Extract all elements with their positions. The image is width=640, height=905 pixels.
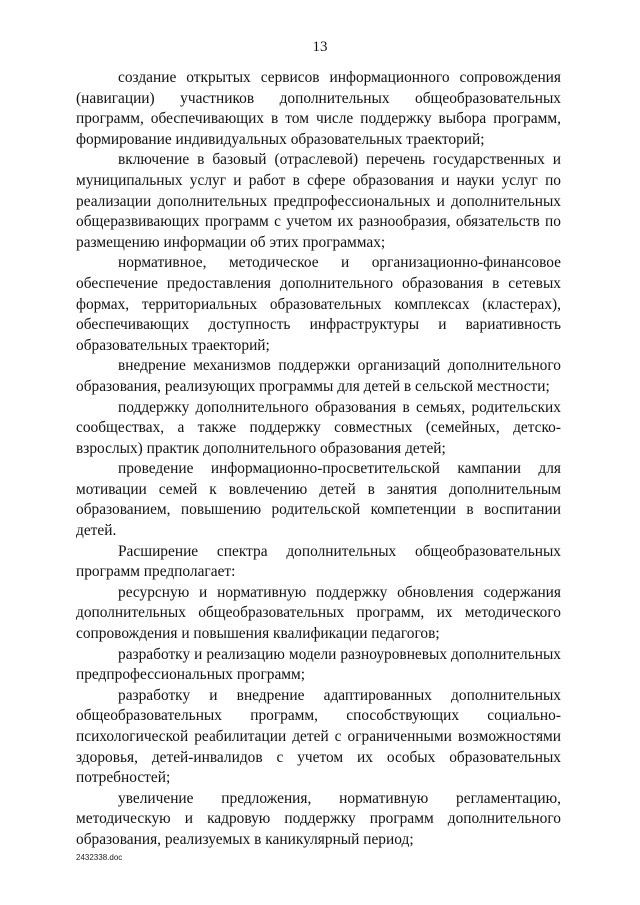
- document-body: [76, 68, 561, 851]
- paragraph: создание открытых сервисов информационного сопровождения (навигации) участников дополнительных общеобразовательных программ, обеспечивающих в том числе поддержку выбора программ, формирование индивидуальных образовательных траекторий;: [76, 69, 561, 148]
- paragraph: увеличение предложения, нормативную регламентацию, методическую и кадровую поддержку программ дополнительного образования, реализуемых в каникулярный период;: [76, 789, 561, 848]
- paragraph: проведение информационно-просветительской кампании для мотивации семей к вовлечению детей в занятия дополнительным образованием, повышению родительской компетенции в воспитании детей.: [76, 460, 561, 540]
- paragraph: поддержку дополнительного образования в семьях, родительских сообществах, а также поддержку совместных (семейных, детско-взрослых) практик дополнительного образования детей;: [76, 398, 561, 457]
- paragraph: разработку и реализацию модели разноуровневых дополнительных предпрофессиональных программ;: [76, 645, 561, 684]
- page-number: 13: [312, 39, 328, 55]
- paragraph: ресурсную и нормативную поддержку обновления содержания дополнительных общеобразовательных программ, их методического сопровождения и повышения квалификации педагогов;: [76, 583, 561, 643]
- paragraph: разработку и внедрение адаптированных дополнительных общеобразовательных программ, способствующих социально-психологической реабилитации детей с ограниченными возможностями здоровья, детей-инвалидов с учетом их особых образовательных потребностей;: [76, 686, 561, 787]
- document-filename: 2432338.doc: [76, 853, 123, 862]
- paragraph: внедрение механизмов поддержки организаций дополнительного образования, реализующих программы для детей в сельской местности;: [76, 357, 561, 395]
- paragraph: нормативное, методическое и организационно-финансовое обеспечение предоставления дополнительного образования в сетевых формах, территориальных образовательных комплексах (кластерах), обеспечивающих доступность инфраструктуры и вариативность образовательных траекторий;: [76, 254, 561, 354]
- paragraph: включение в базовый (отраслевой) перечень государственных и муниципальных услуг и работ в сфере образования и науки услуг по реализации дополнительных предпрофессиональных и дополнительных общеразвивающих программ с учетом их разнообразия, обязательств по размещению информации об этих программах;: [76, 151, 561, 251]
- paragraph: Расширение спектра дополнительных общеобразовательных программ предполагает:: [76, 542, 561, 581]
